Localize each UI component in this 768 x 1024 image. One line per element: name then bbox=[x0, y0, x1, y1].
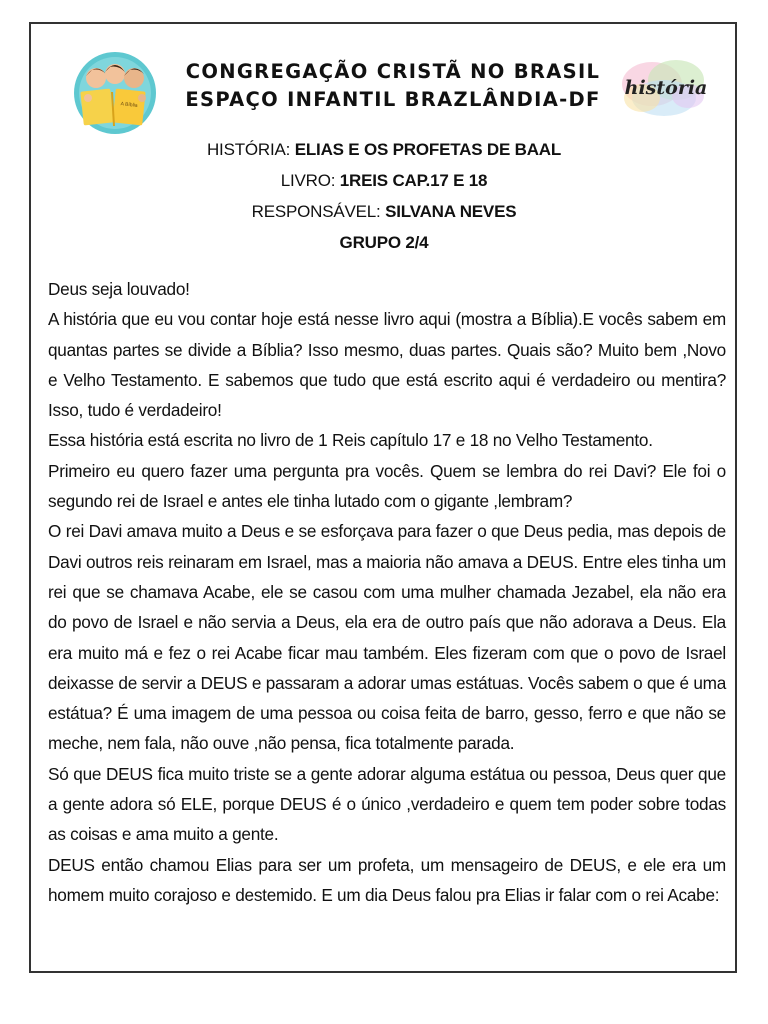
paragraph: Essa história está escrita no livro de 1 Reis capítulo 17 e 18 no Velho Testamento. bbox=[48, 430, 653, 451]
title-line-1: CONGREGAÇÃO CRISTÃ NO BRASIL bbox=[185, 60, 601, 83]
group-line bbox=[80, 232, 688, 254]
logo-book-label: A Bíblia bbox=[120, 101, 138, 109]
paragraph: A história que eu vou contar hoje está nesse livro aqui (mostra a Bíblia).E vocês sabem em quantas partes se divide a Bíblia? Isso mesmo, duas partes. Quais são? Muito bem ,Novo e Velho Testamento. E sabemos que tudo que está escrito aqui é verdadeiro ou mentira? Isso, tudo é verdadeiro! bbox=[48, 309, 726, 421]
responsible-name: SILVANA NEVES bbox=[385, 202, 517, 221]
responsible-line bbox=[80, 201, 688, 223]
story-label: HISTÓRIA: bbox=[206, 140, 291, 159]
responsible-label: RESPONSÁVEL: bbox=[251, 202, 381, 221]
story-body bbox=[48, 274, 726, 910]
page-title bbox=[170, 58, 616, 114]
paragraph: Deus seja louvado! bbox=[48, 279, 190, 299]
historia-logo-text: história bbox=[624, 77, 708, 99]
title-line-2: ESPAÇO INFANTIL BRAZLÂNDIA-DF bbox=[185, 88, 601, 111]
book-line bbox=[80, 170, 688, 192]
paragraph: DEUS então chamou Elias para ser um profeta, um mensageiro de DEUS, e ele era um homem muito corajoso e destemido. E um dia Deus falou pra Elias ir falar com o rei Acabe: bbox=[48, 854, 726, 905]
kids-reading-logo bbox=[72, 50, 158, 136]
story-title: ELIAS E OS PROFETAS DE BAAL bbox=[294, 140, 562, 159]
historia-logo bbox=[612, 46, 716, 128]
paragraph: Primeiro eu quero fazer uma pergunta pra vocês. Quem se lembra do rei Davi? Ele foi o segundo rei de Israel e antes ele tinha lutado com o gigante ,lembram? bbox=[48, 460, 726, 512]
book-reference: 1REIS CAP.17 E 18 bbox=[339, 171, 488, 190]
paragraph: O rei Davi amava muito a Deus e se esforçava para fazer o que Deus pedia, mas depois de Davi outros reis reinaram em Israel, mas a maioria não amava a DEUS. Entre eles tinha um rei que se chamava Acabe, ele se casou com uma mulher chamada Jezabel, ela não era do povo de Israel e não servia a Deus, ela era de outro país que não adorava a Deus. Ela era muito má e fez o rei Acabe ficar mau também. Eles fizeram com que o povo de Israel deixasse de servir a DEUS e passaram a adorar umas estátuas. Vocês sabem o que é uma estátua? É uma imagem de uma pessoa ou coisa feita de barro, gesso, ferro e que não se meche, nem fala, não ouve ,não pensa, fica totalmente parada. bbox=[48, 521, 726, 754]
group-label: GRUPO 2/4 bbox=[339, 233, 429, 252]
book-label: LIVRO: bbox=[280, 171, 336, 190]
story-line bbox=[80, 139, 688, 161]
paragraph: Só que DEUS fica muito triste se a gente adorar alguma estátua ou pessoa, Deus quer que a gente adora só ELE, porque DEUS é o único ,verdadeiro e quem tem poder sobre todas as coisas e ama muito a gente. bbox=[48, 763, 726, 845]
